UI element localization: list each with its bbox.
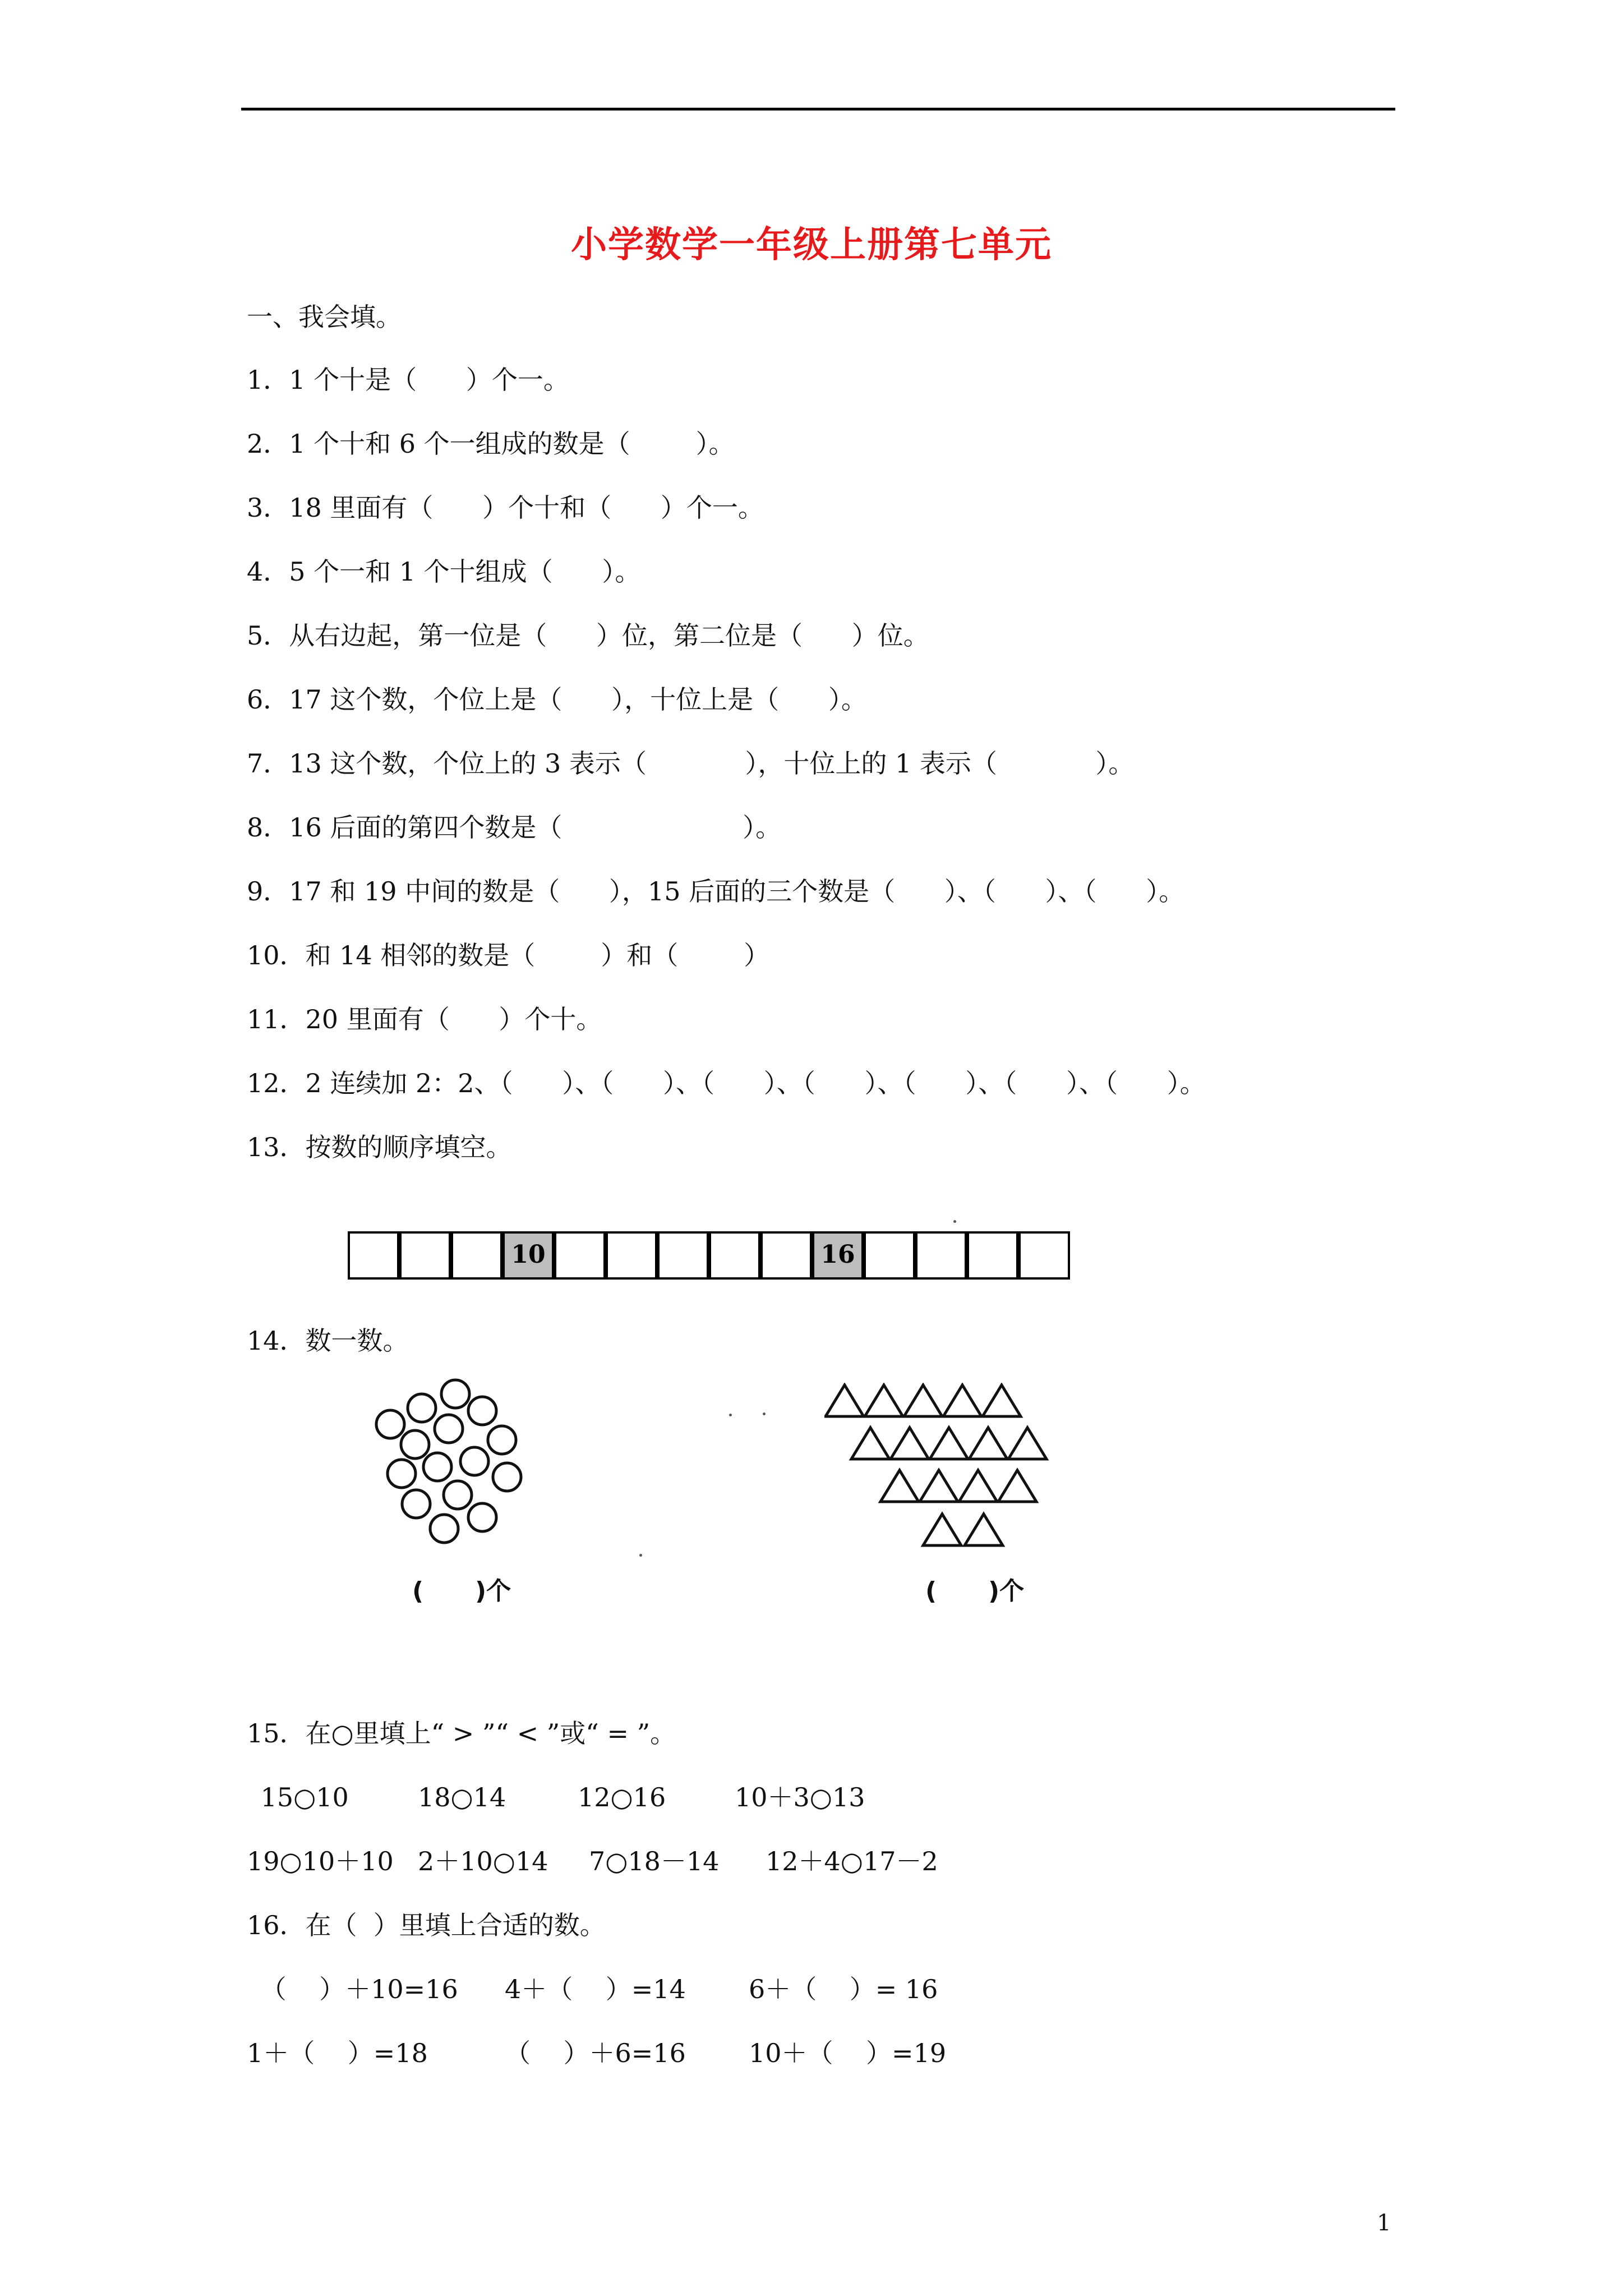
fill-equation: 4＋（ ）=14 bbox=[505, 1974, 686, 2004]
sequence-cell[interactable] bbox=[606, 1231, 657, 1280]
compare-item: 15○10 bbox=[252, 1782, 349, 1812]
compare-item: 18○14 bbox=[418, 1782, 506, 1812]
question-4: 4．5 个一和 1 个十组成（ ）。 bbox=[247, 556, 641, 587]
circles-answer: ( )个 bbox=[412, 1577, 511, 1605]
sequence-cell[interactable] bbox=[709, 1231, 760, 1280]
fill-equation: 6＋（ ）= 16 bbox=[749, 1974, 938, 2004]
sequence-cell[interactable] bbox=[657, 1231, 709, 1280]
page-title: 小学数学一年级上册第七单元 bbox=[571, 224, 1052, 266]
sequence-cell-given: 10 bbox=[502, 1231, 554, 1280]
circles-picture bbox=[359, 1377, 561, 1557]
sequence-cell[interactable] bbox=[1018, 1231, 1070, 1280]
question-8: 8．16 后面的第四个数是（ ）。 bbox=[247, 812, 782, 843]
scan-speck bbox=[729, 1414, 732, 1416]
sequence-cell-given: 16 bbox=[812, 1231, 864, 1280]
triangles-answer: ( )个 bbox=[925, 1577, 1025, 1605]
question-1: 1．1 个十是（ ）个一。 bbox=[247, 365, 569, 395]
scan-speck bbox=[639, 1554, 642, 1557]
sequence-cell[interactable] bbox=[451, 1231, 502, 1280]
sequence-cell[interactable] bbox=[348, 1231, 399, 1280]
sequence-cell[interactable] bbox=[554, 1231, 606, 1280]
compare-item: 10＋3○13 bbox=[735, 1782, 865, 1812]
question-9: 9．17 和 19 中间的数是（ ），15 后面的三个数是（ ）、（ ）、（ ）。 bbox=[247, 876, 1185, 907]
sequence-cell[interactable] bbox=[399, 1231, 451, 1280]
sequence-cell[interactable] bbox=[760, 1231, 812, 1280]
sequence-cell[interactable] bbox=[967, 1231, 1018, 1280]
question-12: 12．2 连续加 2：2、（ ）、（ ）、（ ）、（ ）、（ ）、（ ）、（ ）。 bbox=[247, 1068, 1206, 1098]
question-5: 5．从右边起，第一位是（ ）位，第二位是（ ）位。 bbox=[247, 620, 929, 651]
scan-speck bbox=[763, 1412, 766, 1415]
section-heading: 一、我会填。 bbox=[247, 302, 402, 332]
question-16: 16．在（ ）里填上合适的数。 bbox=[247, 1910, 606, 1940]
compare-item: 2＋10○14 bbox=[418, 1846, 548, 1876]
header-rule bbox=[241, 108, 1395, 111]
question-11: 11．20 里面有（ ）个十。 bbox=[247, 1004, 602, 1034]
compare-item: 12○16 bbox=[578, 1782, 666, 1812]
triangles-picture bbox=[824, 1383, 1116, 1585]
fill-equation: （ ）＋10=16 bbox=[252, 1974, 458, 2004]
question-13: 13．按数的顺序填空。 bbox=[247, 1132, 512, 1162]
question-3: 3．18 里面有（ ）个十和（ ）个一。 bbox=[247, 493, 764, 523]
scan-speck bbox=[953, 1220, 956, 1223]
compare-item: 12＋4○17－2 bbox=[766, 1846, 938, 1876]
fill-equation: 10＋（ ）=19 bbox=[749, 2038, 947, 2068]
question-2: 2．1 个十和 6 个一组成的数是（ ）。 bbox=[247, 429, 735, 459]
question-6: 6．17 这个数，个位上是（ ），十位上是（ ）。 bbox=[247, 684, 867, 715]
question-10: 10．和 14 相邻的数是（ ）和（ ） bbox=[247, 940, 770, 970]
fill-equation: 1＋（ ）=18 bbox=[247, 2038, 428, 2068]
compare-item: 7○18－14 bbox=[589, 1846, 720, 1876]
question-15: 15．在○里填上“ > ”“ < ”或“ = ”。 bbox=[247, 1718, 676, 1749]
fill-equation: （ ）＋6=16 bbox=[505, 2038, 686, 2068]
sequence-cell[interactable] bbox=[915, 1231, 967, 1280]
sequence-cell[interactable] bbox=[864, 1231, 915, 1280]
compare-item: 19○10＋10 bbox=[247, 1846, 394, 1876]
page-number: 1 bbox=[1377, 2210, 1391, 2236]
question-14: 14．数一数。 bbox=[247, 1326, 409, 1356]
question-7: 7．13 这个数，个位上的 3 表示（ ），十位上的 1 表示（ ）。 bbox=[247, 748, 1135, 779]
